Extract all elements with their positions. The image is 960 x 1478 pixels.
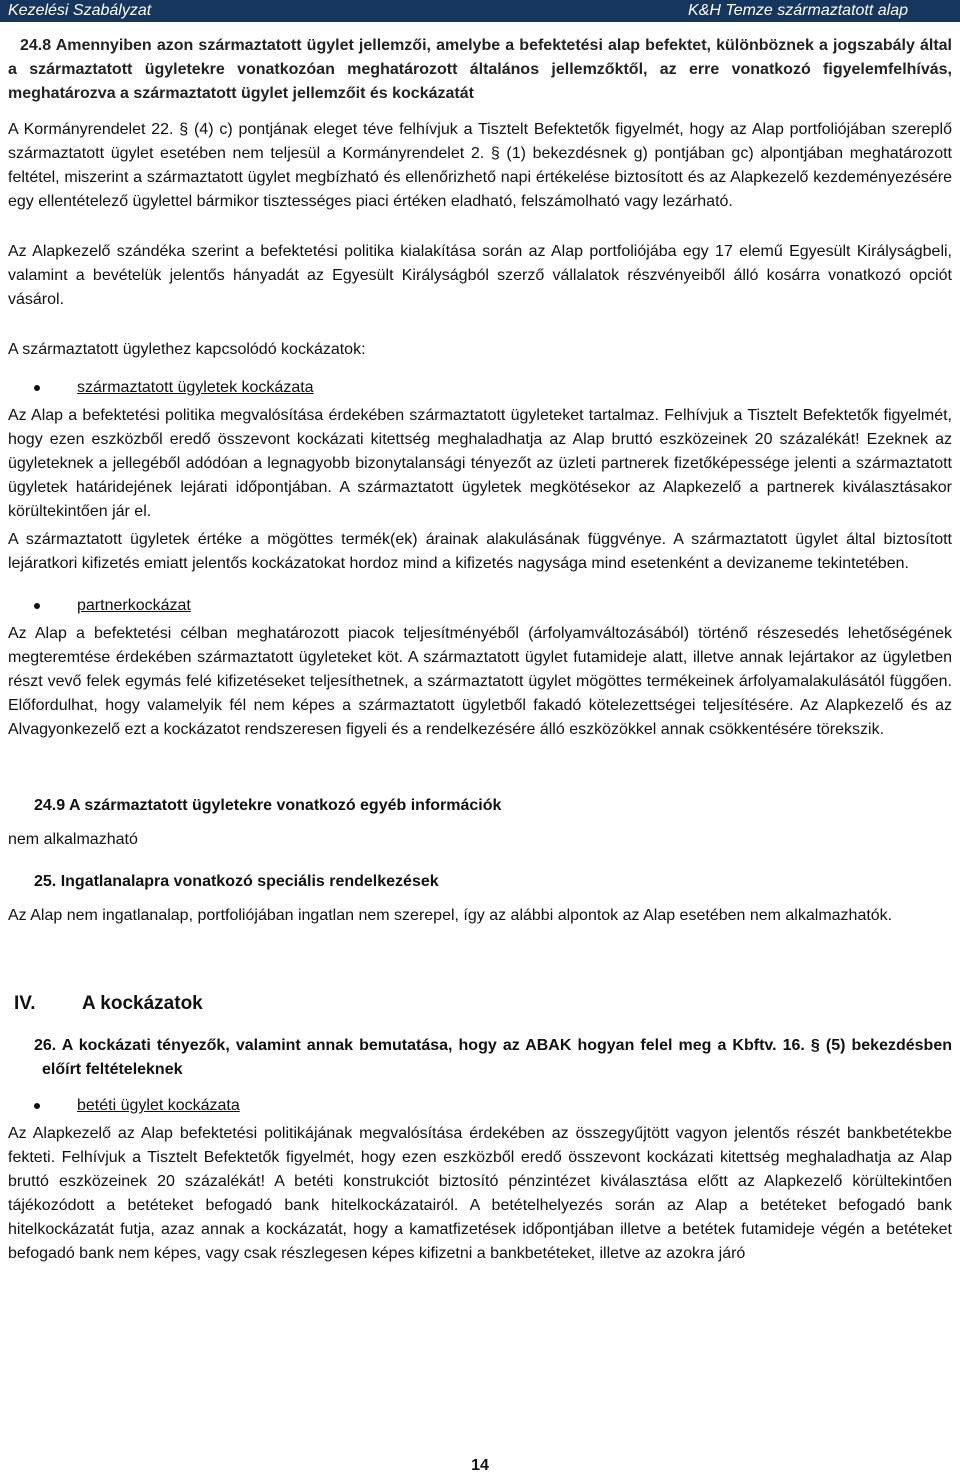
paragraph: A származtatott ügyletek értéke a mögöttes termék(ek) árainak alakulásának függvénye. A származtatott ügylet által biztosított lejáratkori kifizetés emiatt jelentős kockázatokat hordoz mind a kifizetés nagysága mind esetenként a devizaneme tekintetében. (8, 531, 952, 572)
bullet-icon (34, 1103, 40, 1109)
section-number: 26. (34, 1037, 57, 1054)
paragraph: nem alkalmazható (8, 831, 138, 848)
section-25-heading (8, 870, 952, 894)
bullet-label: betéti ügylet kockázata (77, 1097, 240, 1114)
bullet-icon (34, 603, 40, 609)
chapter-heading (8, 990, 952, 1018)
paragraph: A Kormányrendelet 22. § (4) c) pontjának eleget téve felhívjuk a Tisztelt Befektetők figyelmét, hogy az Alap portfoliójában szereplő származtatott ügylet esetében nem teljesül a Kormányrendelet 2. § (1) bekezdésnek g) pontjában gc) alpontjában meghatározott feltétel, miszerint a származtatott ügylet megbízható és ellenőrizhető napi értékelése biztosított és az Alapkezelő kezdeményezésére egy ellentételező ügylettel bármikor tisztességes piaci értéken eladható, felszámolható vagy lezárható. (8, 121, 952, 210)
section-title: Amennyiben azon származtatott ügylet jellemzői, amelybe a befektetési alap befektet, különböznek a jogszabály által a származtatott ügyletekre vonatkozóan meghatározott általános jellemzőktől, az erre vonatkozó figyelemfelhívás, meghatározva a származtatott ügylet jellemzőit és kockázatát (8, 37, 952, 102)
section-number: 25. (34, 873, 57, 890)
section-title: Ingatlanalapra vonatkozó speciális rendelkezések (60, 873, 439, 890)
header-fund-name: K&H Temze származtatott alap (688, 2, 908, 19)
chapter-title: A kockázatok (82, 993, 203, 1014)
page-number: 14 (471, 1457, 489, 1474)
section-26-heading (8, 1034, 952, 1082)
paragraph: Az Alap a befektetési politika megvalósítása érdekében származtatott ügyleteket tartalmaz. Felhívjuk a Tisztelt Befektetők figyelmét, hogy ezen eszközből eredő összevont kockázati kitettség meghaladhatja az Alap bruttó eszközeinek 20 százalékát! Ezeknek az ügyleteknek a jellegéből adódóan a legnagyobb bizonytalansági tényezőt az üzleti partnerek fizetőképessége jelenti a származtatott ügyletek határidejének lejárati időpontjában. A származtatott ügyletek megkötésekor az Alapkezelő a partnerek kiválasztásakor körültekintően jár el. (8, 407, 952, 520)
header-document-title: Kezelési Szabályzat (8, 2, 152, 19)
bullet-label: partnerkockázat (77, 597, 191, 614)
paragraph: Az Alapkezelő az Alap befektetési politikájának megvalósítása érdekében az összegyűjtött vagyon jelentős részét bankbetétekbe fekteti. Felhívjuk a Tisztelt Befektetők figyelmét, hogy ezen eszközből eredő összevont kockázati kitettség meghaladhatja az Alap bruttó eszközeinek 20 százalékát! A betéti konstrukciót biztosító pénzintézet kiválasztása előtt az Alapkezelő körültekintően tájékozódott a betéteket befogadó bank hitelkockázatairól. A betételhelyezés során az Alap a betéteket befogadó bank hitelkockázatát futja, azaz annak a kockázatát, hogy a kamatfizetések időpontjában illetve a betétek futamideje végén a betéteket befogadó bank nem képes, vagy csak részlegesen képes kifizetni a bankbetéteket, illetve az azokra járó (8, 1125, 952, 1262)
paragraph: Az Alapkezelő szándéka szerint a befektetési politika kialakítása során az Alap portfoliójába egy 17 elemű Egyesült Királyságbeli, valamint a bevételük jelentős hányadát az Egyesült Királyságból szerző vállalatok részvényeiből álló kosárra vonatkozó opciót vásárol. (8, 243, 952, 308)
paragraph: Az Alap nem ingatlanalap, portfoliójában ingatlan nem szerepel, így az alábbi alpontok az Alap esetében nem alkalmazhatók. (8, 907, 893, 924)
bullet-label: származtatott ügyletek kockázata (77, 379, 314, 396)
bullet-icon (34, 385, 40, 391)
paragraph: A származtatott ügylethez kapcsolódó kockázatok: (8, 341, 366, 358)
page-header (0, 0, 960, 22)
section-24-8-heading (8, 34, 952, 106)
bullet-item (8, 376, 952, 400)
section-number: 24.8 (20, 37, 52, 54)
chapter-number: IV. (14, 993, 36, 1014)
paragraph: Az Alap a befektetési célban meghatározott piacok teljesítményéből (árfolyamváltozásából) történő részesedés lehetőségének megteremtése érdekében származtatott ügyleteket köt. A származtatott ügylet futamideje alatt, illetve annak lejártakor az ügyletben részt vevő felek egymás felé kifizetéseket teljesíthetnek, a származtatott ügylet mögöttes termékeinek árfolyamalakulásától függően. Előfordulhat, hogy valamelyik fél nem képes a származtatott ügyletből fakadó kötelezettségei teljesítésére. Az Alapkezelő és az Alvagyonkezelő ezt a kockázatot rendszeresen figyeli és a rendelkezésére álló eszközökkel annak csökkentésére törekszik. (8, 625, 952, 738)
section-title: A származtatott ügyletekre vonatkozó egyéb információk (69, 797, 502, 814)
section-number: 24.9 (34, 797, 66, 814)
bullet-item (8, 594, 952, 618)
page-content (8, 26, 952, 1266)
section-24-9-heading (8, 794, 952, 818)
section-title: A kockázati tényezők, valamint annak bemutatása, hogy az ABAK hogyan felel meg a Kbftv. 16. § (5) bekezdésben előírt feltételeknek (42, 1037, 952, 1078)
bullet-item (8, 1094, 952, 1118)
